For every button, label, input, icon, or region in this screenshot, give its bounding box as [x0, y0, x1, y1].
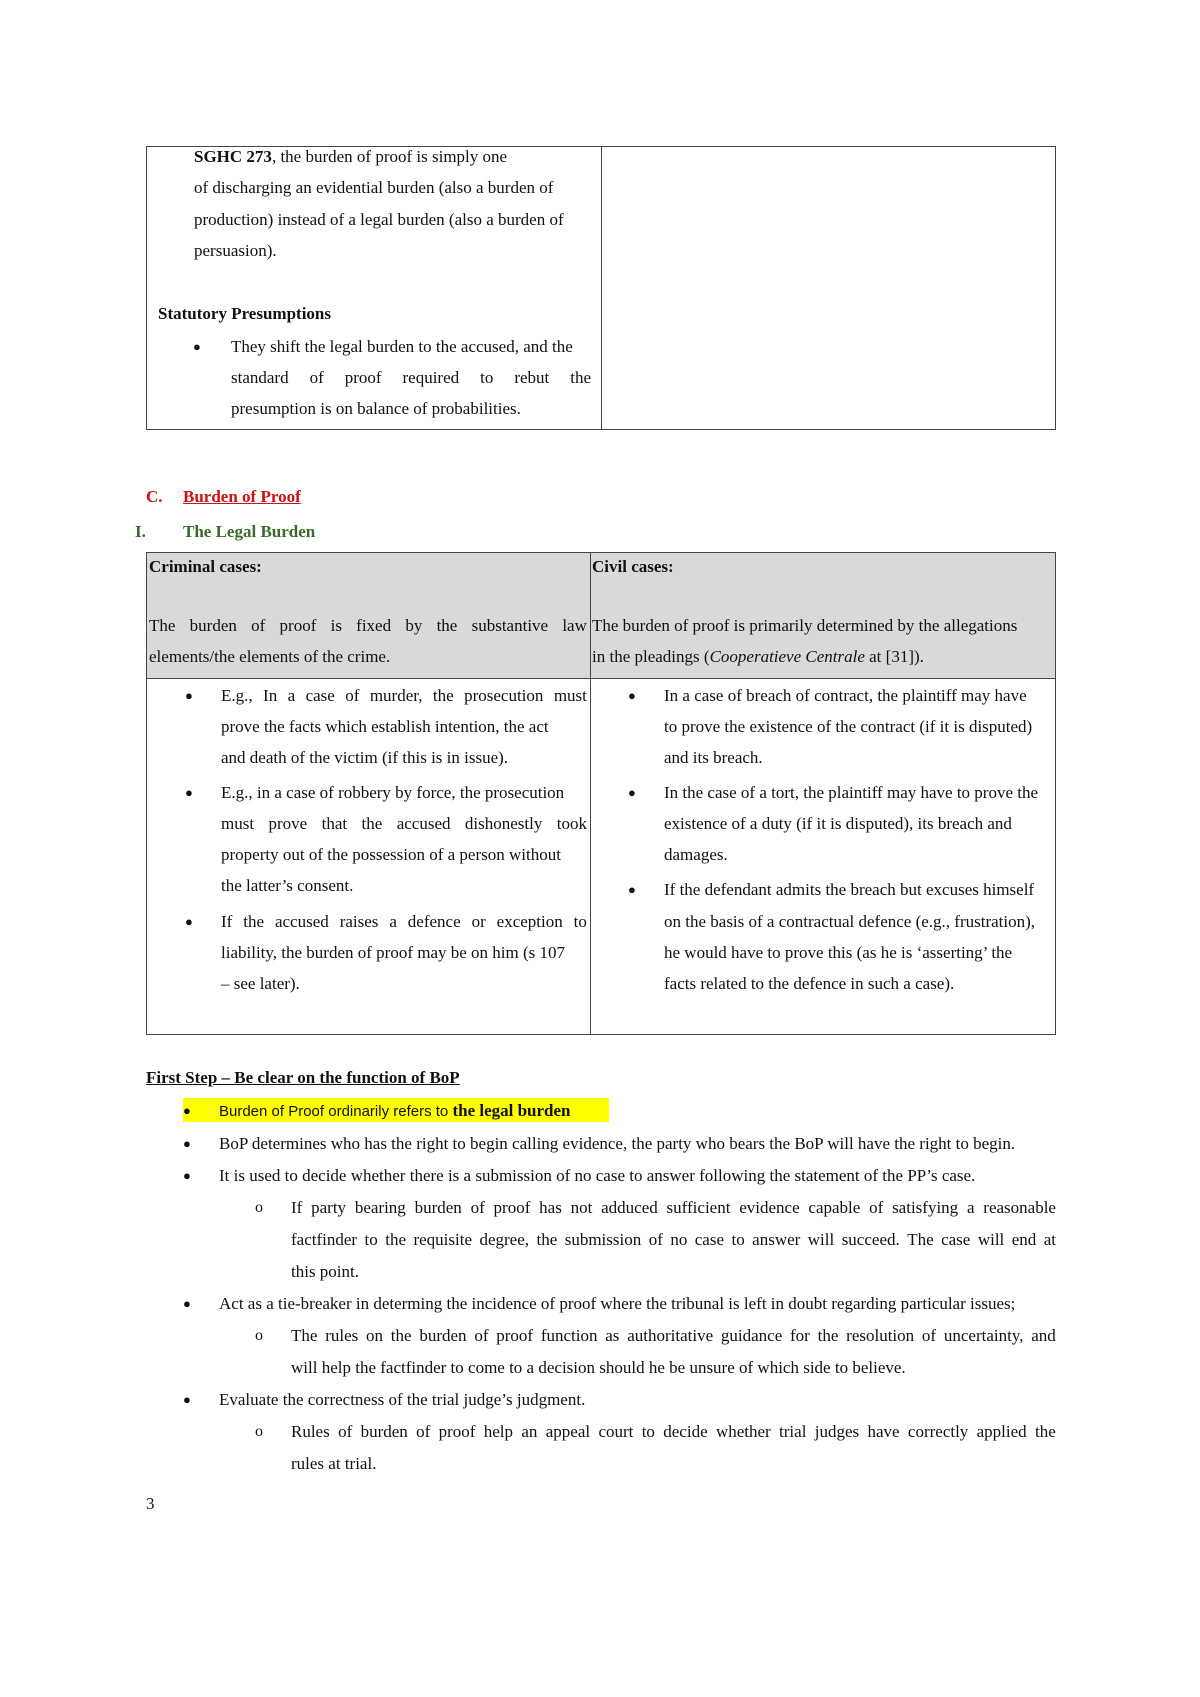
- criminal-bullet-line: E.g., In a case of murder, the prosecution must: [221, 686, 587, 705]
- sub-bullet-line: rules at trial.: [291, 1454, 377, 1473]
- criminal-intro-line: elements/the elements of the crime.: [149, 647, 391, 666]
- page-number: 3: [146, 1494, 155, 1513]
- table-cell-line: of discharging an evidential burden (also a burden of: [194, 178, 554, 197]
- civil-intro-line: [592, 647, 924, 667]
- civil-bullet-line: and its breach.: [664, 748, 763, 767]
- first-step-heading: [146, 1068, 460, 1088]
- table-cell-line: production) instead of a legal burden (also a burden of: [194, 210, 564, 229]
- civil-bullet-line: If the defendant admits the breach but excuses himself: [664, 880, 1035, 899]
- criminal-intro-line: The burden of proof is fixed by the substantive law: [149, 616, 587, 635]
- criminal-bullet-line: must prove that the accused dishonestly took: [221, 814, 587, 833]
- bullet-icon: ●: [628, 882, 636, 897]
- subsection-marker: I.: [135, 522, 146, 541]
- circle-bullet-icon: o: [255, 1423, 263, 1440]
- sub-bullet-line: this point.: [291, 1262, 360, 1281]
- criminal-bullet-line: the latter’s consent.: [221, 876, 354, 895]
- civil-bullet-line: he would have to prove this (as he is ‘asserting’ the: [664, 943, 1013, 962]
- table-cell-line: presumption is on balance of probabilities.: [231, 399, 521, 418]
- bullet-line: BoP determines who has the right to begin calling evidence, the party who bears the BoP will have the right to begin.: [219, 1134, 1016, 1153]
- sub-bullet-line: will help the factfinder to come to a decision should he be unsure of which side to believe.: [291, 1358, 906, 1377]
- civil-bullet-line: In the case of a tort, the plaintiff may have to prove the: [664, 783, 1039, 802]
- civil-intro-line: The burden of proof is primarily determined by the allegations: [592, 616, 1018, 635]
- highlighted-line: [219, 1101, 571, 1122]
- criminal-bullet-line: If the accused raises a defence or exception to: [221, 912, 587, 931]
- first-step-heading-text: First Step – Be clear on the function of BoP: [146, 1068, 460, 1087]
- bullet-line: Evaluate the correctness of the trial judge’s judgment.: [219, 1390, 586, 1409]
- bullet-icon: ●: [628, 785, 636, 800]
- civil-bullet-line: damages.: [664, 845, 728, 864]
- bullet-icon: ●: [183, 1168, 191, 1183]
- criminal-bullet-line: – see later).: [221, 974, 300, 993]
- criminal-bullet-line: liability, the burden of proof may be on him (s 107: [221, 943, 566, 962]
- line-text: Burden of Proof ordinarily refers to: [219, 1103, 453, 1120]
- line-text: in the pleadings (: [592, 647, 710, 666]
- bullet-icon: ●: [183, 1103, 191, 1118]
- section-marker: C.: [146, 487, 163, 506]
- table-cell-line: [194, 147, 591, 167]
- table-cell-line: standard of proof required to rebut the: [231, 368, 591, 387]
- table-cell-line: They shift the legal burden to the accused, and the: [231, 337, 573, 356]
- bullet-icon: ●: [628, 688, 636, 703]
- bullet-line: Act as a tie-breaker in determing the incidence of proof where the tribunal is left in doubt regarding particular issues;: [219, 1294, 1016, 1313]
- sub-bullet-line: factfinder to the requisite degree, the submission of no case to answer will succeed. The case will end at: [291, 1230, 1056, 1249]
- case-name: Cooperatieve Centrale: [709, 647, 865, 666]
- civil-heading: Civil cases:: [592, 557, 674, 576]
- bullet-icon: ●: [183, 1136, 191, 1151]
- civil-bullet-line: to prove the existence of the contract (if it is disputed): [664, 717, 1033, 736]
- civil-bullet-line: In a case of breach of contract, the plaintiff may have: [664, 686, 1027, 705]
- table-cell-line: persuasion).: [194, 241, 277, 260]
- section-title-text: Burden of Proof: [183, 487, 301, 506]
- subsection-title: The Legal Burden: [183, 522, 316, 541]
- line-text: , the burden of proof is simply one: [271, 147, 508, 166]
- criminal-bullet-line: property out of the possession of a person without: [221, 845, 561, 864]
- bullet-icon: ●: [183, 1296, 191, 1311]
- legal-burden-emphasis: the legal burden: [452, 1101, 571, 1120]
- table-divider: [601, 147, 602, 429]
- bullet-icon: ●: [183, 1392, 191, 1407]
- circle-bullet-icon: o: [255, 1327, 263, 1344]
- civil-bullet-line: facts related to the defence in such a case).: [664, 974, 955, 993]
- bullet-icon: ●: [185, 688, 193, 703]
- line-text: at [31]).: [864, 647, 924, 666]
- table-divider: [590, 553, 591, 1034]
- sub-bullet-line: The rules on the burden of proof function as authoritative guidance for the resolution of uncertainty, and: [291, 1326, 1056, 1345]
- bullet-icon: ●: [185, 785, 193, 800]
- sub-bullet-line: If party bearing burden of proof has not adduced sufficient evidence capable of satisfying a reasonable: [291, 1198, 1056, 1217]
- criminal-heading: Criminal cases:: [149, 557, 262, 576]
- bullet-icon: ●: [193, 339, 201, 354]
- criminal-bullet-line: and death of the victim (if this is in issue).: [221, 748, 509, 767]
- criminal-bullet-line: E.g., in a case of robbery by force, the prosecution: [221, 783, 565, 802]
- bullet-line: It is used to decide whether there is a submission of no case to answer following the statement of the PP’s case.: [219, 1166, 976, 1185]
- civil-bullet-line: on the basis of a contractual defence (e.g., frustration),: [664, 912, 1036, 931]
- bullet-icon: ●: [185, 914, 193, 929]
- section-title: [183, 487, 301, 507]
- sub-bullet-line: Rules of burden of proof help an appeal court to decide whether trial judges have correctly applied the: [291, 1422, 1056, 1441]
- criminal-bullet-line: prove the facts which establish intention, the act: [221, 717, 549, 736]
- statutory-presumptions-heading: Statutory Presumptions: [158, 304, 331, 323]
- civil-bullet-line: existence of a duty (if it is disputed), its breach and: [664, 814, 1012, 833]
- circle-bullet-icon: o: [255, 1199, 263, 1216]
- case-citation: SGHC 273: [194, 147, 272, 166]
